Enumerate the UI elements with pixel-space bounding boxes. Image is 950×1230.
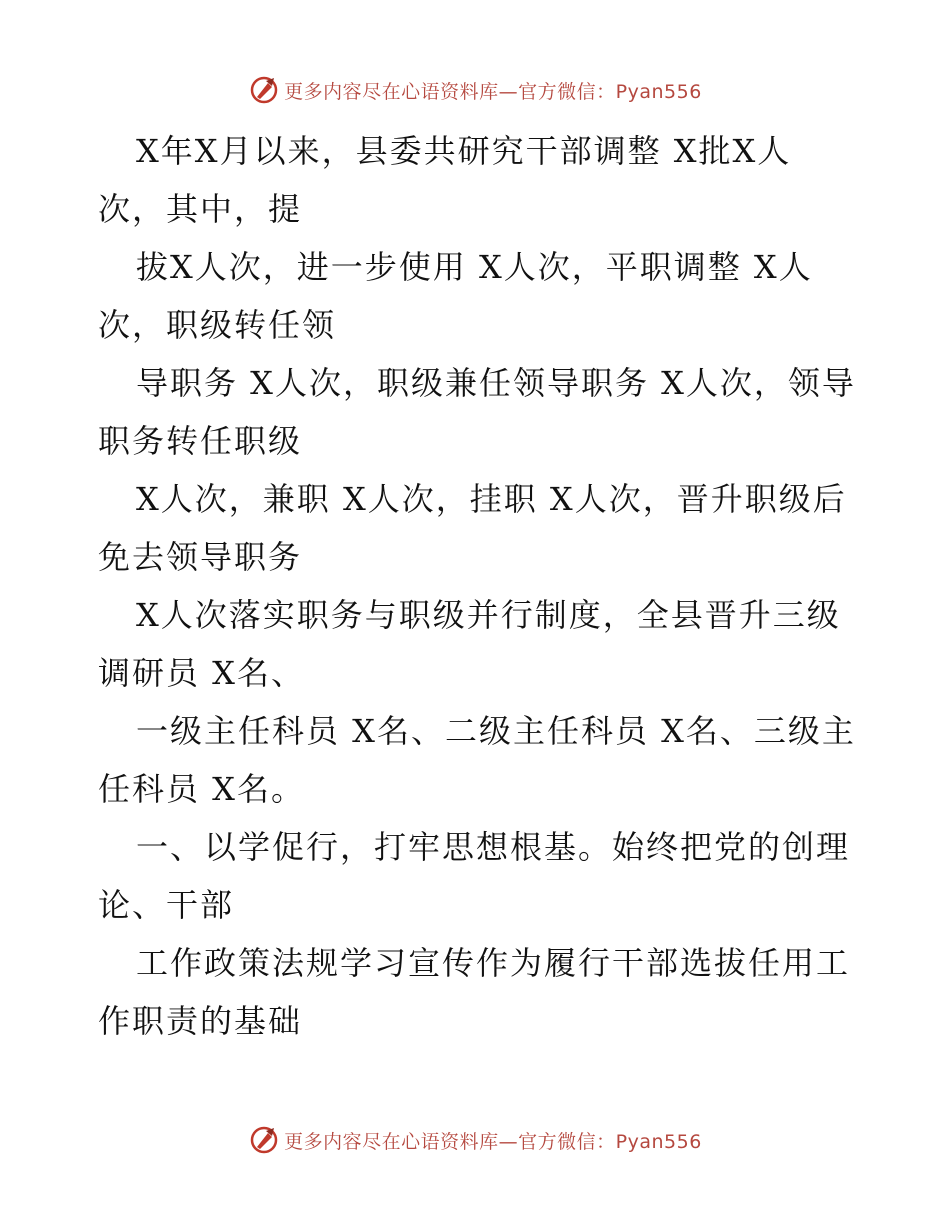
paragraph-5: X人次落实职务与职级并行制度，全县晋升三级调研员 X名、 xyxy=(98,596,841,692)
document-body xyxy=(98,122,858,1050)
paragraph-1: X年X月以来，县委共研究干部调整 X批X人次，其中，提 xyxy=(98,132,792,228)
paragraph-6: 一级主任科员 X名、二级主任科员 X名、三级主任科员 X名。 xyxy=(98,712,856,808)
footer-watermark-text: 更多内容尽在心语资料库—官方微信：Pyan556 xyxy=(284,1130,702,1153)
footer-watermark xyxy=(0,1120,950,1160)
pen-nib-logo-icon xyxy=(248,74,280,106)
paragraph-4: X人次，兼职 X人次，挂职 X人次，晋升职级后免去领导职务 xyxy=(98,480,847,576)
header-watermark-text: 更多内容尽在心语资料库—官方微信：Pyan556 xyxy=(284,80,702,103)
header-watermark xyxy=(0,70,950,110)
paragraph-8: 工作政策法规学习宣传作为履行干部选拔任用工作职责的基础 xyxy=(98,944,851,1040)
pen-nib-logo-icon xyxy=(248,1124,280,1156)
paragraph-3: 导职务 X人次，职级兼任领导职务 X人次，领导职务转任职级 xyxy=(98,364,856,460)
paragraph-2: 拔X人次，进一步使用 X人次，平职调整 X人次，职级转任领 xyxy=(98,248,813,344)
paragraph-7: 一、以学促行，打牢思想根基。始终把党的创理论、干部 xyxy=(98,828,851,924)
